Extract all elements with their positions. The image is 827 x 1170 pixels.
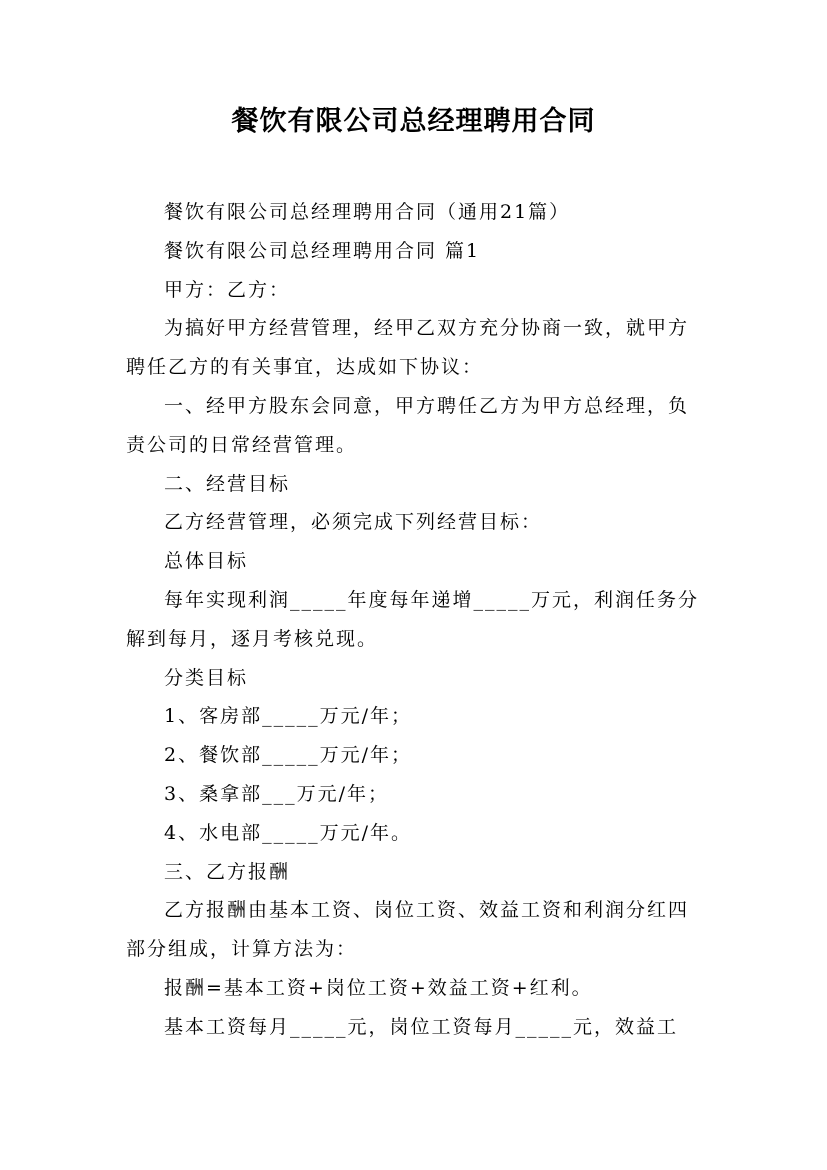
paragraph: 餐饮有限公司总经理聘用合同（通用21篇） bbox=[164, 201, 571, 223]
paragraph: 2、餐饮部_____万元/年； bbox=[164, 744, 412, 767]
paragraph: 报酬=基本工资+岗位工资+效益工资+红利。 bbox=[164, 976, 593, 999]
paragraph: 分类目标 bbox=[164, 666, 249, 689]
paragraph: 餐饮有限公司总经理聘用合同 篇1 bbox=[164, 239, 481, 262]
paragraph: 甲方：乙方： bbox=[164, 278, 291, 301]
paragraph: 一、经甲方股东会同意，甲方聘任乙方为甲方总经理，负责公司的日常经营管理。 bbox=[126, 394, 690, 456]
paragraph: 3、桑拿部___万元/年； bbox=[164, 782, 389, 805]
paragraph: 1、客房部_____万元/年； bbox=[164, 705, 412, 728]
paragraph: 二、经营目标 bbox=[164, 472, 291, 495]
paragraph: 三、乙方报酬 bbox=[164, 860, 291, 883]
document-body bbox=[126, 193, 706, 1047]
paragraph: 每年实现利润_____年度每年递增_____万元，利润任务分解到每月，逐月考核兑现。 bbox=[126, 588, 700, 650]
paragraph: 为搞好甲方经营管理，经甲乙双方充分协商一致，就甲方聘任乙方的有关事宜，达成如下协议： bbox=[126, 317, 690, 379]
paragraph: 乙方经营管理，必须完成下列经营目标： bbox=[164, 511, 543, 534]
paragraph: 总体目标 bbox=[164, 550, 249, 573]
paragraph: 基本工资每月_____元，岗位工资每月_____元，效益工 bbox=[164, 1015, 679, 1038]
paragraph: 4、水电部_____万元/年。 bbox=[164, 821, 412, 844]
document-title: 餐饮有限公司总经理聘用合同 bbox=[231, 106, 596, 137]
paragraph: 乙方报酬由基本工资、岗位工资、效益工资和利润分红四部分组成，计算方法为： bbox=[126, 899, 690, 961]
